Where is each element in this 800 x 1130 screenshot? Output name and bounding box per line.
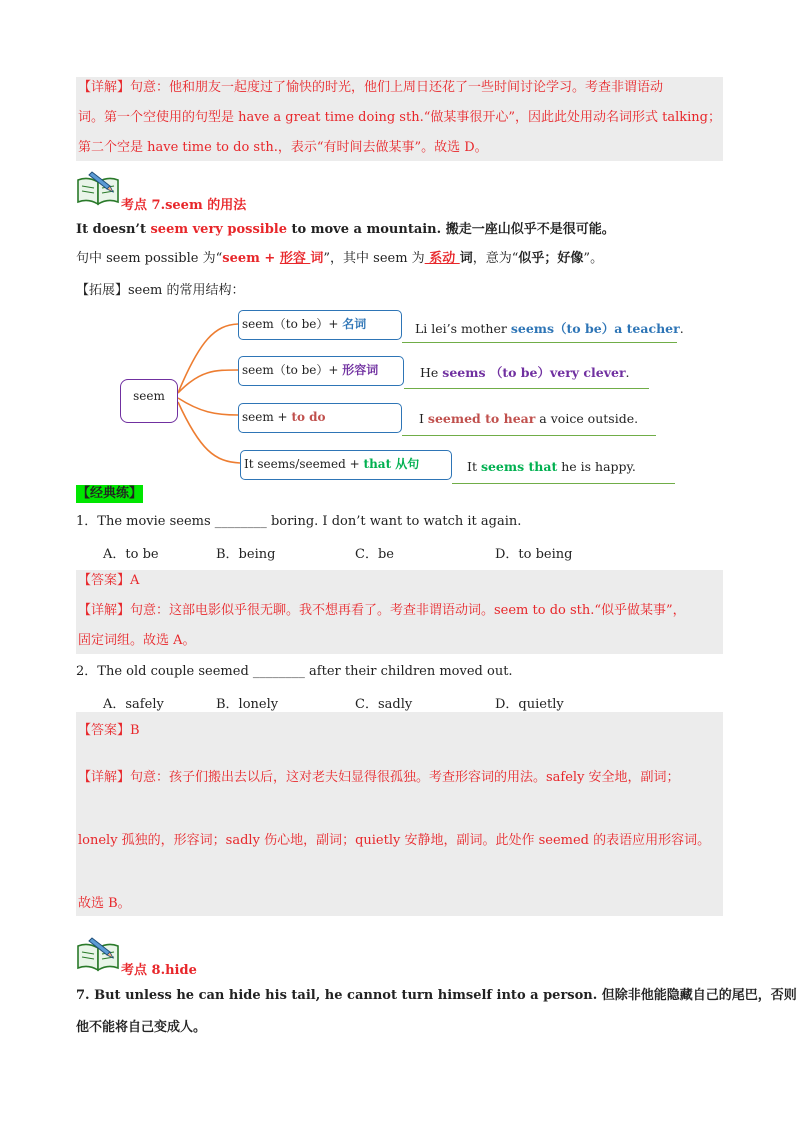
q2-detail-line1: 【详解】句意：孩子们搬出去以后，这对老夫妇显得很孤独。考查形容词的用法。safely 安全地，副词； — [78, 770, 680, 785]
q2-detail-line2: lonely 孤独的，形容词；sadly 伤心地，副词；quietly 安静地，副词。此处作 seemed 的表语应用形容词。 — [78, 833, 711, 848]
example-sentence-3 — [419, 411, 638, 426]
q2-detail-line3: 故选 B。 — [78, 896, 131, 911]
sentence-part-c: to move a mountain. — [287, 222, 446, 237]
expl-part-i: 似乎；好像 — [518, 251, 584, 266]
example-underline-1 — [402, 342, 677, 343]
point8-sentence-line1 — [76, 985, 797, 1007]
point7-title: 考点 7.seem 的用法 — [121, 198, 247, 213]
structure-todo-highlight: to do — [291, 410, 326, 424]
sentence-part-a: It doesn’t — [76, 222, 151, 237]
structure-box-that-clause — [240, 450, 452, 480]
structure-box-noun — [238, 310, 402, 340]
example-2-highlight: seems （to be）very clever — [442, 365, 626, 380]
structure-adj-text: seem（to be）+ — [242, 363, 343, 377]
expl-part-d: 词 — [310, 251, 324, 266]
practice-label: 【经典练】 — [77, 486, 143, 501]
q1-option-b[interactable]: B．being — [216, 547, 276, 562]
structure-that-highlight: that 从句 — [363, 457, 420, 471]
q2-option-d[interactable]: D．quietly — [495, 697, 564, 712]
example-1-plain: Li lei’s mother — [415, 321, 511, 336]
q1-option-c[interactable]: C．be — [355, 547, 394, 562]
q2-option-c[interactable]: C．sadly — [355, 697, 413, 712]
q1-stem: 1．The movie seems ________ boring. I don’t want to watch it again. — [76, 514, 522, 529]
q2-answer: 【答案】B — [78, 723, 140, 738]
structure-noun-text: seem（to be）+ — [242, 317, 343, 331]
detail1-line2: 词。第一个空使用的句型是 have a great time doing sth.“做某事很开心”，因此此处用动名词形式 talking； — [78, 110, 721, 125]
q1-detail-line2: 固定词组。故选 A。 — [78, 633, 196, 648]
structure-todo-text: seem + — [242, 410, 292, 424]
example-underline-3 — [402, 435, 656, 436]
q1-option-d[interactable]: D．to being — [495, 547, 573, 562]
example-1-highlight: seems（to be）a teacher — [510, 321, 680, 336]
example-4-plain: It — [467, 459, 481, 474]
sentence-highlight: seem very possible — [150, 222, 288, 237]
book-pencil-icon — [76, 934, 120, 970]
example-3-highlight: seemed to hear — [427, 411, 536, 426]
center-node-label: seem — [133, 389, 165, 403]
structure-adj-highlight: 形容词 — [342, 363, 379, 377]
point8-english: 7. But unless he can hide his tail, he cannot turn himself into a person. — [76, 988, 602, 1003]
expl-part-a: 句中 seem possible 为“ — [76, 251, 223, 266]
detail1-line3: 第二个空是 have time to do sth.，表示“有时间去做某事”。故选 D。 — [78, 140, 488, 155]
example-4-end: he is happy. — [557, 459, 636, 474]
point8-chinese: 但除非他能隐藏自己的尾巴，否则 — [601, 988, 797, 1003]
q1-answer: 【答案】A — [78, 573, 140, 588]
structure-box-adjective — [238, 356, 404, 386]
example-3-plain: I — [419, 411, 428, 426]
q2-option-a[interactable]: A．safely — [103, 697, 164, 712]
point8-title: 考点 8.hide — [121, 963, 197, 978]
example-sentence-4 — [467, 459, 636, 474]
diagram-center-node — [120, 379, 178, 423]
extension-label: 【拓展】seem 的常用结构： — [76, 283, 245, 298]
example-4-highlight: seems that — [480, 459, 558, 474]
example-sentence-2 — [420, 363, 630, 381]
expl-part-g: 词 — [459, 251, 473, 266]
q1-option-a[interactable]: A．to be — [103, 547, 159, 562]
sentence-translation: 搬走一座山似乎不是很可能。 — [445, 222, 615, 237]
structure-that-text: It seems/seemed + — [244, 457, 364, 471]
q1-detail-line1: 【详解】句意：这部电影似乎很无聊。我不想再看了。考查非谓语动词。seem to do sth.“似乎做某事”， — [78, 603, 686, 618]
example-2-end: . — [625, 365, 630, 380]
expl-part-b: seem + — [222, 251, 280, 266]
expl-part-e: ”，其中 seem 为 — [323, 251, 425, 266]
example-underline-4 — [452, 483, 675, 484]
example-underline-2 — [404, 388, 649, 389]
detail1-line1: 【详解】句意：他和朋友一起度过了愉快的时光，他们上周日还花了一些时间讨论学习。考查非谓语动 — [78, 80, 664, 95]
expl-part-j: ”。 — [583, 251, 604, 266]
structure-box-to-do — [238, 403, 402, 433]
expl-blank-1: 形容 — [279, 251, 311, 266]
structure-noun-highlight: 名词 — [342, 317, 367, 331]
q2-answer-block — [76, 712, 723, 916]
q2-option-b[interactable]: B．lonely — [216, 697, 279, 712]
example-sentence-1 — [415, 319, 684, 337]
example-3-end: a voice outside. — [535, 411, 639, 426]
expl-blank-2: 系动 — [424, 251, 460, 266]
example-2-plain: He — [420, 365, 443, 380]
expl-part-h: ，意为“ — [472, 251, 519, 266]
q1-answer-block — [76, 570, 723, 654]
q2-stem: 2．The old couple seemed ________ after their children moved out. — [76, 664, 513, 679]
point8-sentence-line2: 他不能将自己变成人。 — [76, 1020, 207, 1035]
example-1-end: . — [679, 321, 684, 336]
